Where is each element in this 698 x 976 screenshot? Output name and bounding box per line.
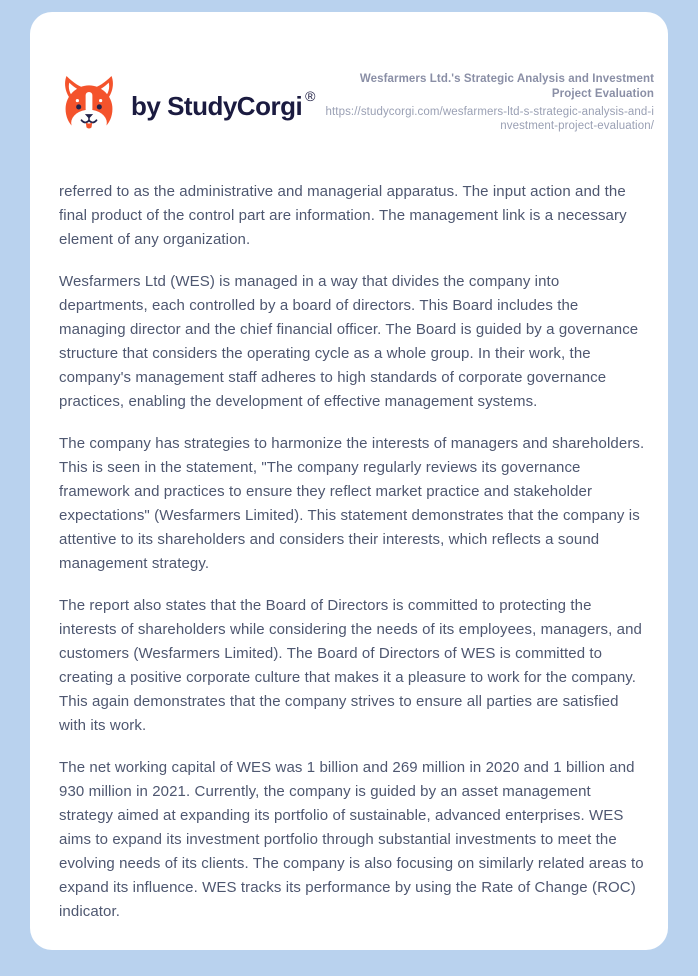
- article-body: [59, 180, 654, 924]
- page-title: Wesfarmers Ltd.'s Strategic Analysis and Investment Project Evaluation: [359, 73, 654, 100]
- article-paragraph: The report also states that the Board of Directors is committed to protecting the interests of shareholders while considering the needs of its employees, managers, and customers (Wesfarmers Limited). The Board of Directors of WES is committed to creating a positive corporate culture that makes it a pleasure to work for the company. This again demonstrates that the company strives to ensure all parties are satisfied with its work.: [59, 597, 642, 734]
- corgi-logo-icon: [59, 76, 119, 136]
- article-paragraph: Wesfarmers Ltd (WES) is managed in a way that divides the company into departments, each controlled by a board of directors. This Board includes the managing director and the chief financial officer. The Board is guided by a governance structure that considers the operating cycle as a whole group. In their work, the company's management staff adheres to high standards of corporate governance practices, enabling the development of effective management systems.: [59, 273, 639, 410]
- brand-text: [131, 87, 315, 122]
- source-url-link[interactable]: https://studycorgi.com/wesfarmers-ltd-s-strategic-analysis-and-investment-project-evaluation/: [325, 106, 654, 132]
- page-header: [59, 66, 654, 136]
- article-paragraph: referred to as the administrative and managerial apparatus. The input action and the final product of the control part are information. The management link is a necessary element of any organization.: [59, 183, 627, 248]
- document-page: [30, 12, 668, 950]
- article-paragraph: The company has strategies to harmonize the interests of managers and shareholders. This is seen in the statement, "The company regularly reviews its governance framework and practices to ensure they reflect market practice and stakeholder expectations" (Wesfarmers Limited). This statement demonstrates that the company is attentive to its shareholders and considers their interests, which reflects a sound management strategy.: [59, 435, 645, 572]
- studycorgi-logo: [59, 76, 315, 136]
- article-paragraph: The net working capital of WES was 1 billion and 269 million in 2020 and 1 billion and 930 million in 2021. Currently, the company is guided by an asset management strategy aimed at expanding its portfolio of sustainable, advanced enterprises. WES aims to expand its investment portfolio through substantial investments to meet the evolving needs of its clients. The company is also focusing on similarly related areas to expand its influence. WES tracks its performance by using the Rate of Change (ROC) indicator.: [59, 759, 644, 920]
- document-meta: [322, 66, 654, 133]
- brand-name: by StudyCorgi: [131, 90, 303, 121]
- registered-trademark-symbol: ®: [305, 87, 315, 104]
